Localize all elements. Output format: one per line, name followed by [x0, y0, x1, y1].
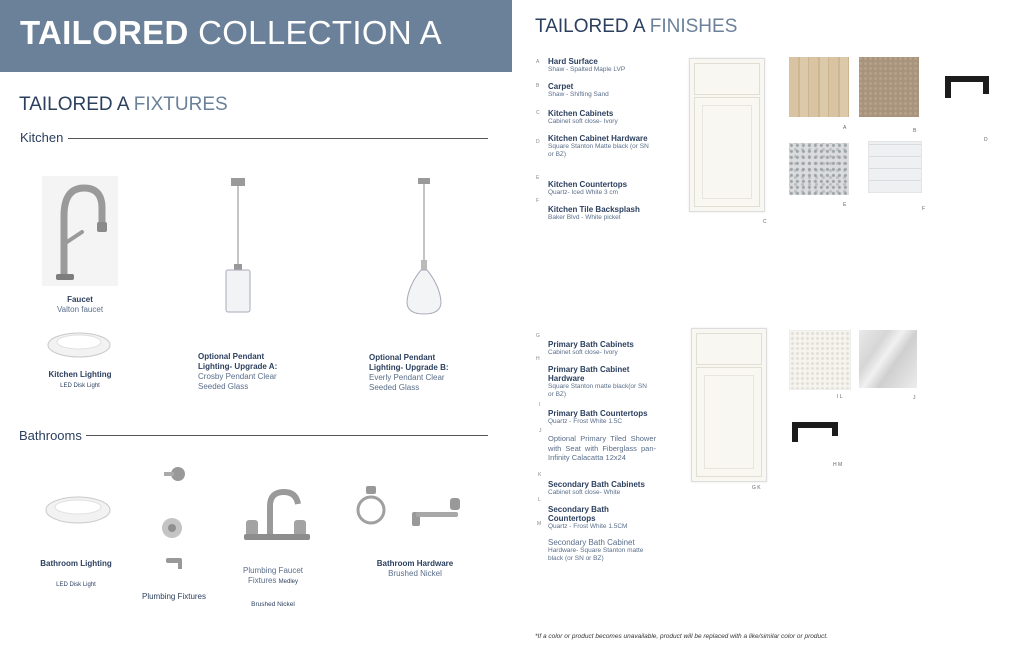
- finish-letter: L: [538, 497, 541, 503]
- finish-title: Secondary Bath Cabinet: [548, 538, 635, 547]
- page-title: [20, 14, 442, 52]
- finish-sub: Quartz - Frost White 1.5CM: [548, 523, 628, 530]
- finish-sub: Square Stanton matte black(or SN or BZ): [548, 383, 647, 398]
- bath-lighting-caption: [36, 559, 116, 590]
- finish-letter: I: [539, 402, 541, 408]
- swatch-label-d: D: [984, 137, 988, 143]
- faucet-caption: [30, 295, 130, 315]
- swatch-label-f: F: [922, 206, 926, 212]
- bath-hardware-caption: [370, 559, 460, 579]
- finish-item: [548, 82, 658, 99]
- fixtures-heading-bold: TAILORED A: [19, 94, 129, 115]
- bell-pendant-icon: [404, 176, 444, 316]
- faucet-sub: Valton faucet: [56, 305, 104, 314]
- swatch-label-e: E: [843, 202, 847, 208]
- finish-letter: D: [536, 139, 540, 145]
- finish-item: [548, 205, 658, 222]
- faucet-title: Faucet: [67, 295, 93, 304]
- finish-sub: Optional Primary Tiled Shower with Seat with Fiberglass pan- Infinity Calacatta 12x24: [548, 434, 656, 462]
- finish-letter: F: [536, 198, 540, 204]
- swatch-label-b: B: [913, 128, 917, 134]
- bathrooms-divider: [86, 435, 488, 436]
- bath-countertop-swatch: [789, 330, 851, 390]
- finishes-heading: [535, 16, 737, 38]
- finish-item: [548, 365, 652, 399]
- finish-item: [548, 434, 656, 463]
- bath-hardware-image: [356, 484, 468, 534]
- bath-pull-swatch: [790, 414, 840, 444]
- bath-disk-light-image: [44, 494, 112, 526]
- finish-title: Kitchen Tile Backsplash: [548, 205, 640, 214]
- bath-faucet-icon: [244, 486, 310, 542]
- finish-title: Secondary Bath Countertops: [548, 505, 609, 523]
- finish-item: [548, 538, 652, 563]
- pendant-b-caption: [369, 353, 454, 393]
- swatch-label-gk: G K: [752, 485, 761, 491]
- plumbing-faucet-medley: Medley: [278, 579, 299, 585]
- finish-item: [548, 340, 658, 357]
- finish-title: Secondary Bath Cabinets: [548, 480, 645, 489]
- faucet-image: [42, 176, 118, 286]
- bath-cabinet-swatch: [691, 328, 767, 482]
- pendant-b-sub: Everly Pendant Clear Seeded Glass: [369, 373, 445, 392]
- finish-title: Primary Bath Cabinets: [548, 340, 634, 349]
- swatch-label-il: I L: [837, 394, 843, 400]
- finish-sub: Cabinet soft close- Ivory: [548, 118, 618, 125]
- cabinet-pull-icon: [790, 414, 840, 444]
- finish-sub: Cabinet soft close- White: [548, 489, 621, 496]
- pendant-a-sub: Crosby Pendant Clear Seeded Glass: [198, 372, 277, 391]
- title-light: COLLECTION A: [198, 14, 442, 51]
- finish-sub: Shaw - Spalted Maple LVP: [548, 66, 626, 73]
- bath-hardware-sub: Brushed Nickel: [388, 569, 442, 578]
- kitchen-cabinet-swatch: [689, 58, 765, 212]
- finishes-heading-bold: TAILORED A: [535, 16, 645, 37]
- finish-letter: E: [536, 175, 540, 181]
- towel-ring-icon: [356, 484, 468, 534]
- finish-title: Kitchen Cabinet Hardware: [548, 134, 648, 143]
- finish-letter: J: [539, 428, 542, 434]
- kitchen-section-label: Kitchen: [20, 130, 64, 145]
- kitchen-lighting-sub: LED Disk Light: [60, 383, 100, 389]
- finish-sub: Hardware- Square Stanton matte black (or SN or BZ): [548, 547, 644, 562]
- finish-sub: Shaw - Shifting Sand: [548, 91, 609, 98]
- plumbing-faucet-title: Plumbing Faucet Fixtures: [242, 566, 304, 585]
- finish-letter: M: [537, 521, 542, 527]
- finish-letter: K: [538, 472, 542, 478]
- faucet-icon: [42, 176, 118, 286]
- swatch-label-c: C: [763, 219, 767, 225]
- backsplash-swatch: [868, 141, 922, 193]
- shower-tile-swatch: [859, 330, 917, 388]
- finish-sub: Baker Blvd - White picket: [548, 214, 621, 221]
- finish-sub: Cabinet soft close- Ivory: [548, 349, 618, 356]
- hard-surface-swatch: [789, 57, 849, 117]
- plumbing-faucet-finish: Brushed Nickel: [251, 601, 295, 608]
- plumbing-fixtures-image: [160, 462, 190, 572]
- bath-lighting-sub: LED Disk Light: [56, 582, 96, 588]
- finish-sub: Quartz- Iced White 3 cm: [548, 189, 619, 196]
- bath-hardware-title: Bathroom Hardware: [376, 559, 454, 568]
- finish-item: [548, 505, 652, 531]
- plumbing-faucet-caption: [240, 566, 306, 587]
- carpet-swatch: [859, 57, 919, 117]
- finish-item: [548, 409, 658, 426]
- swatch-label-hm: H M: [833, 462, 843, 468]
- plumbing-fixtures-caption: Plumbing Fixtures: [141, 592, 207, 601]
- fixtures-heading: [19, 94, 228, 116]
- bath-faucet-image: [244, 486, 310, 542]
- finish-item: [548, 180, 658, 197]
- pendant-b-title: Optional Pendant Lighting- Upgrade B:: [369, 353, 449, 372]
- finish-title: Primary Bath Countertops: [548, 409, 648, 418]
- finish-item: [548, 57, 658, 74]
- kitchen-divider: [68, 138, 488, 139]
- cabinet-pull-swatch: [943, 72, 991, 102]
- finish-letter: H: [536, 356, 540, 362]
- finish-item: [548, 480, 658, 497]
- finish-title: Hard Surface: [548, 57, 598, 66]
- footnote: *If a color or product becomes unavailable, product will be replaced with a like/similar color or product.: [535, 633, 829, 640]
- finish-item: [548, 109, 658, 126]
- disk-light-icon: [44, 494, 112, 526]
- cylinder-pendant-icon: [222, 176, 254, 316]
- fixtures-heading-light: FIXTURES: [133, 94, 228, 115]
- pendant-a-title: Optional Pendant Lighting- Upgrade A:: [198, 352, 278, 371]
- shower-head-icon: [160, 462, 190, 572]
- kitchen-disk-light-image: [46, 330, 112, 360]
- disk-light-icon: [46, 330, 112, 360]
- finishes-heading-light: FINISHES: [649, 16, 738, 37]
- finish-title: Carpet: [548, 82, 574, 91]
- finish-title: Kitchen Countertops: [548, 180, 628, 189]
- countertop-swatch: [789, 143, 849, 195]
- bathrooms-section-label: Bathrooms: [19, 428, 82, 443]
- finish-letter: C: [536, 110, 540, 116]
- pendant-a-image: [222, 176, 254, 316]
- finish-sub: Square Stanton Matte black (or SN or BZ): [548, 143, 649, 158]
- finish-letter: G: [536, 333, 540, 339]
- swatch-label-a: A: [843, 125, 847, 131]
- kitchen-lighting-title: Kitchen Lighting: [48, 370, 112, 379]
- finish-title: Kitchen Cabinets: [548, 109, 614, 118]
- title-bold: TAILORED: [20, 14, 189, 51]
- finish-letter: A: [536, 59, 540, 65]
- finish-sub: Quartz - Frost White 1.5C: [548, 418, 623, 425]
- finish-title: Primary Bath Cabinet Hardware: [548, 365, 630, 383]
- bath-lighting-title: Bathroom Lighting: [40, 559, 112, 568]
- cabinet-pull-icon: [943, 72, 991, 102]
- kitchen-lighting-caption: [30, 370, 130, 391]
- finish-item: [548, 134, 656, 159]
- finish-letter: B: [536, 83, 540, 89]
- pendant-a-caption: [198, 352, 283, 392]
- pendant-b-image: [404, 176, 444, 316]
- swatch-label-j: J: [913, 395, 916, 401]
